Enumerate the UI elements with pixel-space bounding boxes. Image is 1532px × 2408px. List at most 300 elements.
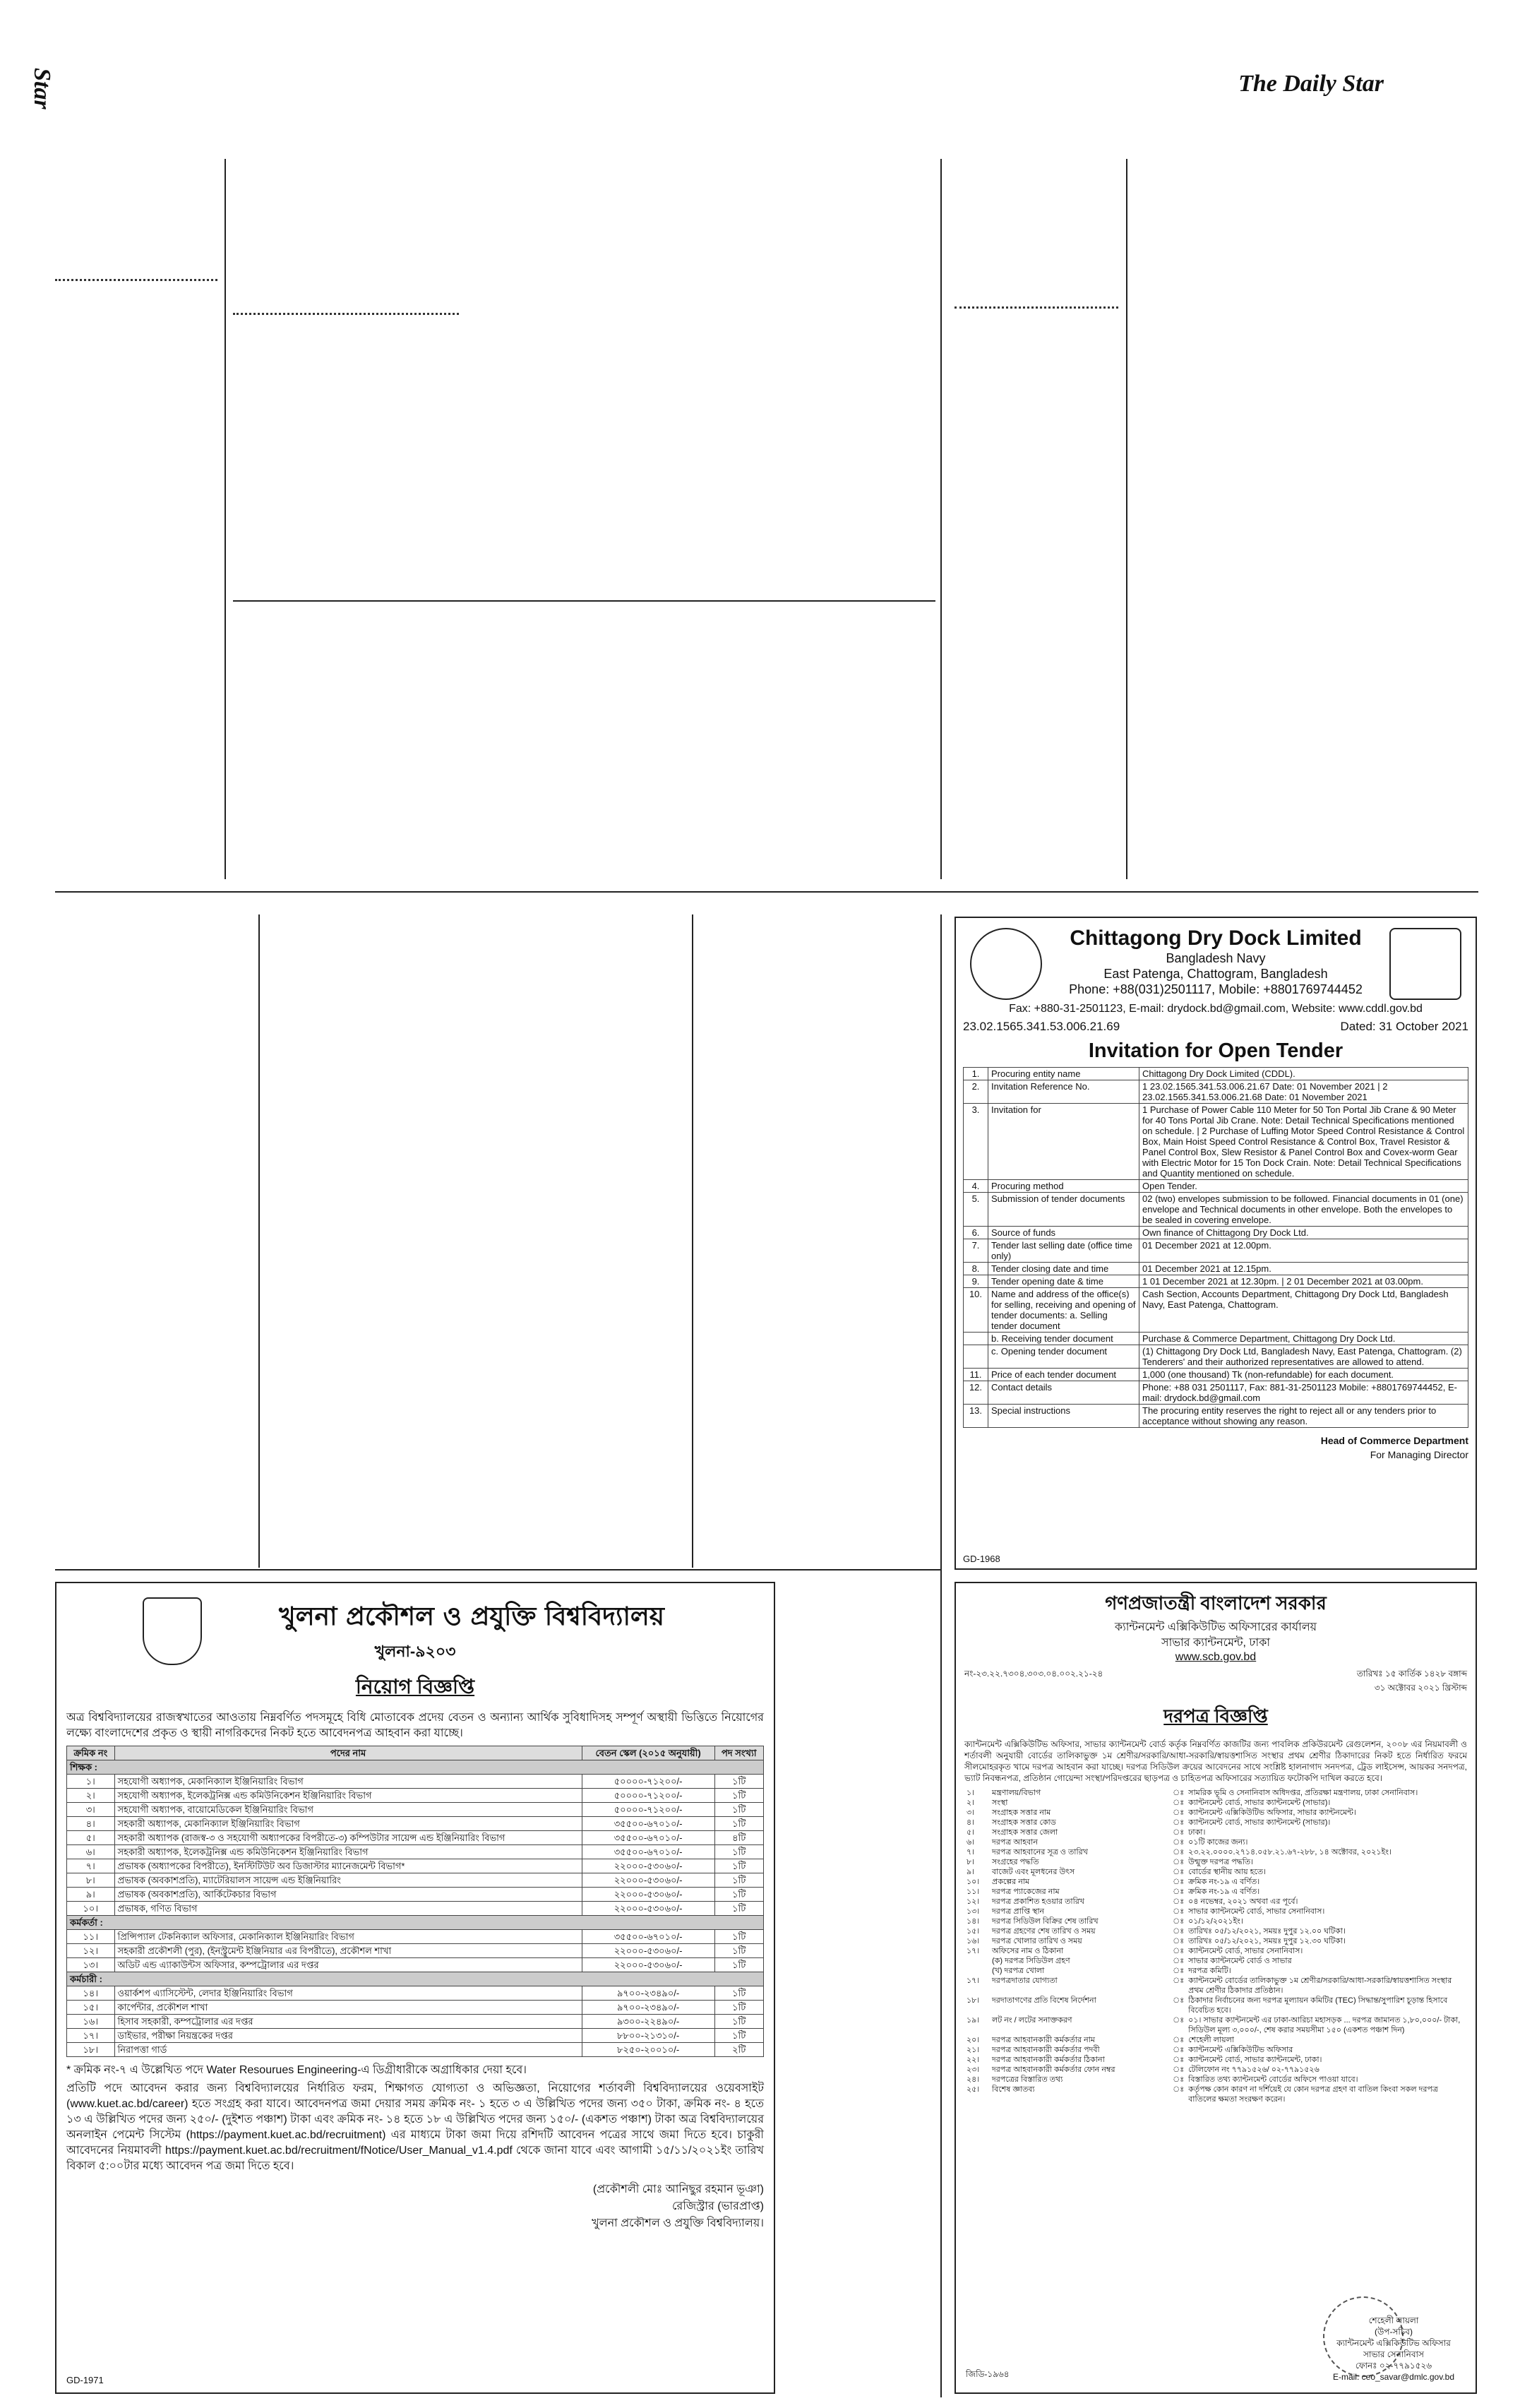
govt-date-english: ৩১ অক্টোবর ২০২১ খ্রিস্টাব্দ bbox=[1374, 1683, 1467, 1693]
row-value: ক্যান্টনমেন্ট বোর্ড, সাভার ক্যান্টনমেন্ট (সাভার)। bbox=[1188, 1799, 1331, 1807]
cddl-tender-notice bbox=[954, 917, 1477, 1570]
section-row bbox=[67, 1972, 764, 1986]
row-number: ৯। bbox=[967, 1868, 975, 1876]
table-row bbox=[67, 1873, 764, 1888]
table-row bbox=[964, 1917, 1467, 1926]
row-value: তারিখঃ ০৫/১২/২০২১, সময়ঃ দুপুর ১২.০০ ঘটিকা। bbox=[1188, 1927, 1346, 1936]
table-row bbox=[964, 1837, 1467, 1847]
post-serial: ৭। bbox=[67, 1859, 115, 1873]
pay-scale: ৯৭০০-২৩৪৯০/- bbox=[582, 1986, 714, 2001]
colon-separator: ঃ bbox=[1173, 2016, 1185, 2025]
pay-scale: ৫০০০০-৭১২০০/- bbox=[582, 1789, 714, 1803]
table-row bbox=[964, 1946, 1467, 1956]
colon-separator: ঃ bbox=[1173, 1917, 1185, 1926]
pay-scale: ৫০০০০-৭১২০০/- bbox=[582, 1803, 714, 1817]
row-field: Price of each tender document bbox=[988, 1369, 1139, 1381]
column-rule bbox=[225, 159, 226, 879]
row-value: বোর্ডের স্থানীয় আয় হতে। bbox=[1188, 1868, 1267, 1876]
row-field: মন্ত্রণালয়/বিভাগ bbox=[992, 1789, 1041, 1797]
divider bbox=[233, 313, 459, 315]
row-value: 02 (two) envelopes submission to be followed. Financial documents in 01 (one) envelope and Technical documents in other envelope. Both the envelopes to be sealed in covering envelope. bbox=[1139, 1193, 1468, 1227]
row-field: দরপত্র আহবান bbox=[992, 1838, 1038, 1847]
colon-separator: ঃ bbox=[1173, 1947, 1185, 1955]
row-value: বিস্তারিত তথ্য ক্যান্টনমেন্ট বোর্ডের অফিসে পাওয়া যাবে। bbox=[1188, 2075, 1358, 2084]
table-row bbox=[67, 1803, 764, 1817]
table-row bbox=[964, 1345, 1468, 1369]
kuet-note: * ক্রমিক নং-৭ এ উল্লেখিত পদে Water Resourues Engineering-এ ডিগ্রীধারীকে অগ্রাধিকার দেয়া হবে। bbox=[66, 2064, 527, 2076]
govt-tender-table bbox=[964, 1788, 1467, 2104]
row-number: ১। bbox=[967, 1789, 975, 1797]
row-number bbox=[964, 1345, 988, 1369]
pay-scale: ২২০০০-৫৩০৬০/- bbox=[582, 1958, 714, 1972]
kuet-gd: GD-1971 bbox=[66, 2375, 104, 2385]
column-rule bbox=[258, 914, 260, 1568]
row-number: ৭। bbox=[967, 1848, 975, 1856]
divider bbox=[55, 891, 1478, 893]
cddl-sign-title: Head of Commerce Department bbox=[1320, 1435, 1468, 1446]
cddl-dated: Dated: 31 October 2021 bbox=[1340, 1020, 1468, 1033]
row-field: প্রকল্পের নাম bbox=[992, 1878, 1030, 1886]
row-number: 12. bbox=[964, 1381, 988, 1405]
row-field: দরপত্র প্যাকেজের নাম bbox=[992, 1888, 1060, 1896]
row-number: 2. bbox=[964, 1080, 988, 1104]
row-field: অফিসের নাম ও ঠিকানা bbox=[992, 1947, 1064, 1955]
row-number: ২২। bbox=[967, 2056, 980, 2064]
pay-scale: ৩৫৫০০-৬৭০১০/- bbox=[582, 1930, 714, 1944]
row-field: সংগ্রাহক সত্তার জেলা bbox=[992, 1828, 1058, 1837]
govt-place: সাভার ক্যান্টনমেন্ট, ঢাকা bbox=[1161, 1637, 1270, 1649]
kuet-posts-table bbox=[66, 1746, 764, 2057]
cddl-gd: GD-1968 bbox=[963, 1554, 1000, 1564]
table-row bbox=[964, 1080, 1468, 1104]
post-name: প্রভাষক, গণিত বিভাগ bbox=[114, 1902, 582, 1916]
table-row bbox=[67, 1930, 764, 1944]
row-number: 11. bbox=[964, 1369, 988, 1381]
row-number: ১৯। bbox=[967, 2016, 980, 2025]
column-rule bbox=[692, 914, 693, 1568]
row-number: 7. bbox=[964, 1239, 988, 1263]
post-count: ১টি bbox=[714, 1817, 763, 1831]
row-number: ১৫। bbox=[967, 1927, 980, 1936]
colon-separator: ঃ bbox=[1173, 1818, 1185, 1827]
colon-separator: ঃ bbox=[1173, 1897, 1185, 1906]
row-value: ক্যান্টনমেন্ট বোর্ড, সাভার সেনানিবাস। bbox=[1188, 1947, 1303, 1955]
table-row bbox=[964, 1976, 1467, 1996]
divider bbox=[55, 1569, 941, 1570]
kuet-title: খুলনা প্রকৌশল ও প্রযুক্তি বিশ্ববিদ্যালয় bbox=[279, 1602, 664, 1631]
post-serial: ১৩। bbox=[67, 1958, 115, 1972]
pay-scale: ৯৭০০-২৩৪৯০/- bbox=[582, 2001, 714, 2015]
post-count: ১টি bbox=[714, 1789, 763, 1803]
row-field: (ক) দরপত্র সিডিউল গ্রহণ bbox=[992, 1957, 1070, 1965]
row-field: বিশেষ জ্ঞাতব্য bbox=[992, 2085, 1035, 2094]
table-row bbox=[964, 2055, 1467, 2065]
govt-date-bangla: তারিখঃ ১৫ কার্তিক ১৪২৮ বঙ্গাব্দ bbox=[1356, 1669, 1467, 1679]
post-name: সহযোগী অধ্যাপক, মেকানিক্যাল ইঞ্জিনিয়ারিং বিভাগ bbox=[114, 1775, 582, 1789]
row-number: ১৭। bbox=[967, 1977, 980, 1985]
kuet-city: খুলনা-৯২০৩ bbox=[374, 1643, 456, 1660]
table-row bbox=[67, 1859, 764, 1873]
row-field: দরপত্র প্রকাশিত হওয়ার তারিখ bbox=[992, 1897, 1085, 1906]
post-serial: ১৫। bbox=[67, 2001, 115, 2015]
table-row bbox=[964, 1369, 1468, 1381]
column-rule bbox=[940, 914, 942, 2397]
row-number: 13. bbox=[964, 1405, 988, 1428]
row-value: The procuring entity reserves the right to reject all or any tenders prior to acceptance without showing any reason. bbox=[1139, 1405, 1468, 1428]
post-count: ১টি bbox=[714, 1845, 763, 1859]
table-row bbox=[964, 1996, 1467, 2015]
row-value: 1 01 December 2021 at 12.30pm. | 2 01 December 2021 at 03.00pm. bbox=[1139, 1275, 1468, 1288]
row-number: ১৮। bbox=[967, 1996, 980, 2005]
table-row bbox=[67, 1789, 764, 1803]
table-row bbox=[964, 1788, 1467, 1798]
row-field: Procuring method bbox=[988, 1180, 1139, 1193]
post-serial: ১১। bbox=[67, 1930, 115, 1944]
table-row bbox=[964, 1227, 1468, 1239]
colon-separator: ঃ bbox=[1173, 1996, 1185, 2005]
table-row bbox=[67, 1775, 764, 1789]
kuet-recruitment-notice bbox=[55, 1582, 775, 2394]
table-row bbox=[964, 1405, 1468, 1428]
row-value: ২৩.২২.০০০০.২৭১৪.০৫৮.২১.৬৭-২৮৮, ১৪ অক্টোবর, ২০২১ইং। bbox=[1188, 1848, 1392, 1856]
table-row bbox=[67, 1986, 764, 2001]
colon-separator: ঃ bbox=[1173, 1868, 1185, 1876]
post-name: ডাইভার, পরীক্ষা নিয়ন্ত্রকের দপ্তর bbox=[114, 2029, 582, 2043]
row-number: 10. bbox=[964, 1288, 988, 1333]
pay-scale: ২২০০০-৫৩০৬০/- bbox=[582, 1859, 714, 1873]
row-number: 3. bbox=[964, 1104, 988, 1180]
pay-scale: ৮৮০০-২১৩১০/- bbox=[582, 2029, 714, 2043]
column-header: ক্রমিক নং bbox=[67, 1746, 115, 1760]
colon-separator: ঃ bbox=[1173, 1878, 1185, 1886]
table-row bbox=[67, 2001, 764, 2015]
table-row bbox=[67, 1888, 764, 1902]
row-number: ১২। bbox=[967, 1897, 980, 1906]
post-count: ১টি bbox=[714, 1859, 763, 1873]
section-row bbox=[67, 1916, 764, 1930]
table-row bbox=[964, 2085, 1467, 2104]
table-row bbox=[67, 1831, 764, 1845]
navy-anchor-icon bbox=[1389, 928, 1461, 1000]
row-value: 01 December 2021 at 12.00pm. bbox=[1139, 1239, 1468, 1263]
cddl-tender-table bbox=[963, 1067, 1468, 1428]
post-serial: ২। bbox=[67, 1789, 115, 1803]
row-number bbox=[964, 1333, 988, 1345]
post-name: ওয়ার্কশপ এ্যাসিস্টেন্ট, লেদার ইঞ্জিনিয়ারিং বিভাগ bbox=[114, 1986, 582, 2001]
table-row bbox=[964, 1808, 1467, 1818]
column-rule bbox=[1126, 159, 1127, 879]
colon-separator: ঃ bbox=[1173, 2066, 1185, 2074]
row-field: দরপত্র প্রাপ্তি স্থান bbox=[992, 1907, 1045, 1916]
govt-sign-name: শেহেলী লায়লা bbox=[1368, 2315, 1419, 2325]
row-value: সাভার ক্যান্টনমেন্ট বোর্ড, সাভার সেনানিবাস। bbox=[1188, 1907, 1325, 1916]
govt-office: ক্যান্টনমেন্ট এক্সিকিউটিভ অফিসারের কার্যালয় bbox=[1114, 1621, 1317, 1633]
pay-scale: ২২০০০-৫৩০৬০/- bbox=[582, 1944, 714, 1958]
post-serial: ৫। bbox=[67, 1831, 115, 1845]
govt-sign-phone: ফোনঃ ০২-৭৭৯১৫২৬ bbox=[1355, 2361, 1432, 2371]
post-serial: ৩। bbox=[67, 1803, 115, 1817]
post-count: ১টি bbox=[714, 1930, 763, 1944]
row-value: ঠিকাদার নির্বাচনের জন্য দরপত্র মূল্যায়ন কমিটির (TEC) সিদ্ধান্ত/সুপারিশ চূড়ান্ত হিসাবে বিবেচিত হবে। bbox=[1188, 1996, 1448, 2015]
row-value: Chittagong Dry Dock Limited (CDDL). bbox=[1139, 1068, 1468, 1080]
cddl-title: Chittagong Dry Dock Limited bbox=[1070, 926, 1362, 950]
colon-separator: ঃ bbox=[1173, 1957, 1185, 1965]
row-field: (খ) দরপত্র খোলা bbox=[992, 1967, 1045, 1975]
table-row bbox=[964, 1867, 1467, 1877]
row-value: শেহেলী লায়লা bbox=[1188, 2036, 1234, 2044]
table-row bbox=[964, 1333, 1468, 1345]
post-name: সহকারী প্রকৌশলী (পুর), (ইনস্ট্রুমেন্ট ইঞ্জিনিয়ার এর বিপরীতে), প্রকৌশল শাখা bbox=[114, 1944, 582, 1958]
table-row bbox=[67, 2029, 764, 2043]
section-row bbox=[67, 1760, 764, 1775]
section-label: কর্মচারী : bbox=[67, 1972, 764, 1986]
post-name: নিরাপত্তা গার্ড bbox=[114, 2043, 582, 2057]
post-name: প্রভাষক (অবকাশপ্রতি), আর্কিটেকচার বিভাগ bbox=[114, 1888, 582, 1902]
table-row bbox=[964, 1239, 1468, 1263]
table-row bbox=[964, 2035, 1467, 2045]
govt-memo: নং-২৩.২২.৭৩০৪.৩০৩.০৪.০০২.২১-২৪ bbox=[964, 1669, 1103, 1679]
row-value: Own finance of Chittagong Dry Dock Ltd. bbox=[1139, 1227, 1468, 1239]
row-number: ২০। bbox=[967, 2036, 980, 2044]
row-number: 6. bbox=[964, 1227, 988, 1239]
column-header: পদের নাম bbox=[114, 1746, 582, 1760]
column-header: পদ সংখ্যা bbox=[714, 1746, 763, 1760]
post-name: প্রিন্সিপ্যাল টেকনিক্যাল অফিসার, মেকানিক্যাল ইঞ্জিনিয়ারিং বিভাগ bbox=[114, 1930, 582, 1944]
govt-sign-place: সাভার সেনানিবাস bbox=[1363, 2349, 1424, 2359]
table-row bbox=[964, 1263, 1468, 1275]
row-field: Tender closing date and time bbox=[988, 1263, 1139, 1275]
row-number: ১১। bbox=[967, 1888, 980, 1896]
row-value: Phone: +88 031 2501117, Fax: 881-31-2501123 Mobile: +8801769744452, E-mail: drydock.bd@gmail.com bbox=[1139, 1381, 1468, 1405]
row-value: উন্মুক্ত দরপত্র পদ্ধতি। bbox=[1188, 1858, 1254, 1866]
cddl-line1: Bangladesh Navy bbox=[1166, 951, 1266, 965]
cddl-ref: 23.02.1565.341.53.006.21.69 bbox=[963, 1020, 1120, 1033]
colon-separator: ঃ bbox=[1173, 1858, 1185, 1866]
row-field: দরপত্র খোলার তারিখ ও সময় bbox=[992, 1937, 1082, 1945]
row-number bbox=[964, 1956, 990, 1966]
post-serial: ১৭। bbox=[67, 2029, 115, 2043]
row-field: Special instructions bbox=[988, 1405, 1139, 1428]
cddl-emblem-icon bbox=[970, 928, 1042, 1000]
colon-separator: ঃ bbox=[1173, 1977, 1185, 1985]
row-field: c. Opening tender document bbox=[988, 1345, 1139, 1369]
row-value: ০৪ নভেম্বর, ২০২১ অথবা এর পূর্বে। bbox=[1188, 1897, 1298, 1906]
row-number: ১৪। bbox=[967, 1917, 980, 1926]
row-value: 1 Purchase of Power Cable 110 Meter for 50 Ton Portal Jib Crane & 90 Meter for 40 Tons Portal Jib Crane. Note: Detail Technical Specifications mentioned on schedule. | 2 Purchase of Luffing Motor Speed Control Resistance & Control Box, Main Hoist Speed Control Resistance & Control Box, Travel Resistor & Panel Control Box, Slew Resistor & Panel Control Box and Covex-worm Gear with Electric Motor for 15 Ton Dock Crain. Note: Detail Technical Specifications and Quantity mentioned on schedule. bbox=[1139, 1104, 1468, 1180]
row-field: বাজেট এবং মূলধনের উৎস bbox=[992, 1868, 1075, 1876]
cddl-line4: Fax: +880-31-2501123, E-mail: drydock.bd@gmail.com, Website: www.cddl.gov.bd bbox=[1009, 1003, 1423, 1015]
row-value: ঢাকা। bbox=[1188, 1828, 1206, 1837]
row-value: ক্রমিক নং-১৯ এ বর্ণিত। bbox=[1188, 1878, 1260, 1886]
row-number: 8. bbox=[964, 1263, 988, 1275]
divider bbox=[55, 279, 217, 281]
cddl-line2: East Patenga, Chattogram, Bangladesh bbox=[1103, 967, 1328, 981]
post-serial: ৪। bbox=[67, 1817, 115, 1831]
post-serial: ৮। bbox=[67, 1873, 115, 1888]
row-number: ২৫। bbox=[967, 2085, 980, 2094]
post-name: সহযোগী অধ্যাপক, বায়োমেডিকেল ইঞ্জিনিয়ারিং বিভাগ bbox=[114, 1803, 582, 1817]
table-row bbox=[964, 1907, 1467, 1917]
row-value: ক্যান্টনমেন্ট বোর্ডের তালিকাভুক্ত ১ম শ্রেণীর/সরকারি/আধা-সরকারি/স্বায়ত্তশাসিত সংস্থার প্রথম শ্রেণীর ঠিকাদার প্রতিষ্ঠান। bbox=[1188, 1977, 1452, 1995]
colon-separator: ঃ bbox=[1173, 1838, 1185, 1847]
colon-separator: ঃ bbox=[1173, 1808, 1185, 1817]
row-field: Tender last selling date (office time only) bbox=[988, 1239, 1139, 1263]
post-serial: ৬। bbox=[67, 1845, 115, 1859]
row-field: দরপত্র গ্রহণের শেষ তারিখ ও সময় bbox=[992, 1927, 1096, 1936]
colon-separator: ঃ bbox=[1173, 2085, 1185, 2094]
post-count: ১টি bbox=[714, 1902, 763, 1916]
post-count: ১টি bbox=[714, 1873, 763, 1888]
row-number: ২। bbox=[967, 1799, 975, 1807]
row-value: ক্যান্টনমেন্ট বোর্ড, সাভার ক্যান্টনমেন্ট (সাভার)। bbox=[1188, 1818, 1331, 1827]
kuet-heading: নিয়োগ বিজ্ঞপ্তি bbox=[355, 1676, 475, 1698]
table-row bbox=[964, 1877, 1467, 1887]
post-count: ১টি bbox=[714, 1888, 763, 1902]
row-value: Open Tender. bbox=[1139, 1180, 1468, 1193]
row-value: ক্যান্টনমেন্ট এক্সিকিউটিভ অফিসার bbox=[1188, 2046, 1293, 2054]
table-row bbox=[964, 1275, 1468, 1288]
post-count: ১টি bbox=[714, 1986, 763, 2001]
colon-separator: ঃ bbox=[1173, 2056, 1185, 2064]
row-value: সামরিক ভূমি ও সেনানিবাস অধিদপ্তর, প্রতিরক্ষা মন্ত্রণালয়, ঢাকা সেনানিবাস। bbox=[1188, 1789, 1418, 1797]
row-field: দরপত্রের বিস্তারিত তথ্য bbox=[992, 2075, 1063, 2084]
row-number: ৫। bbox=[967, 1828, 975, 1837]
kuet-body: প্রতিটি পদে আবেদন করার জন্য বিশ্ববিদ্যালয়ের নির্ধারিত ফরম, শিক্ষাগত যোগ্যতা ও অভিজ্ঞতা, নিয়োগের শর্তাবলী বিশ্ববিদ্যালয়ের ওয়েবসাইট (www.kuet.ac.bd/career) হতে সংগ্রহ করা যাবে। আবেদনপত্র জমা দেয়ার সময় ক্রমিক নং- ১ হতে ৩ এ উল্লিখিত পদের জন্য ৩৫০ টাকা, ক্রমিক নং- ৪ হতে ১৩ এ উল্লিখিত পদের জন্য ২৫০/- (দুইশত পঞ্চাশ) টাকা এবং ক্রমিক নং- ১৪ হতে ১৮ এ উল্লিখিত পদের জন্য ১৫০/- (একশত পঞ্চাশ) টাকা অত্র বিশ্ববিদ্যালয়ের অনলাইন পেমেন্ট সিস্টেম (https://payment.kuet.ac.bd/recruitment) এর মাধ্যমে টাকা জমা দিয়ে রশিদটি আবেদন পত্রের সাথে জমা দিতে হবে। চাকুরী আবেদনের নিয়মাবলী https://payment.kuet.ac.bd/recruitment/fNotice/User_Manual_v1.4.pdf থেকে জানা যাবে এবং আগামী ১৫/১১/২০২১ইং তারিখ বিকাল ৫:০০টার মধ্যে আবেদন পত্র জমা দিতে হবে। bbox=[66, 2082, 764, 2172]
row-field: দরপত্র আহবানকারী কর্মকর্তার পদবী bbox=[992, 2046, 1100, 2054]
row-value: ০১/১২/২০২১ইং। bbox=[1188, 1917, 1243, 1926]
row-value: 1,000 (one thousand) Tk (non-refundable) for each document. bbox=[1139, 1369, 1468, 1381]
govt-sign-email[interactable]: E-mail: ceo_savar@dmlc.gov.bd bbox=[1332, 2372, 1454, 2382]
row-field: দরপত্র সিডিউল বিক্রির শেষ তারিখ bbox=[992, 1917, 1099, 1926]
row-number: ১৭। bbox=[967, 1947, 980, 1955]
row-field: Name and address of the office(s) for selling, receiving and opening of tender documents: a. Selling tender document bbox=[988, 1288, 1139, 1333]
post-serial: ১৬। bbox=[67, 2015, 115, 2029]
colon-separator: ঃ bbox=[1173, 2046, 1185, 2054]
table-row bbox=[964, 1288, 1468, 1333]
post-count: ৪টি bbox=[714, 1831, 763, 1845]
table-row bbox=[964, 1936, 1467, 1946]
row-field: লট নং / লটের সনাক্তকরণ bbox=[992, 2016, 1072, 2025]
pay-scale: ৯৩০০-২২৪৯০/- bbox=[582, 2015, 714, 2029]
govt-gd: জিডি-১৯৬৪ bbox=[966, 2369, 1010, 2379]
table-row bbox=[67, 1902, 764, 1916]
row-field: সংগ্রহের পদ্ধতি bbox=[992, 1858, 1039, 1866]
pay-scale: ৩৫৫০০-৬৭০১০/- bbox=[582, 1817, 714, 1831]
table-row bbox=[964, 2045, 1467, 2055]
row-number: 1. bbox=[964, 1068, 988, 1080]
row-field: দরপত্র আহবানের সূত্র ও তারিখ bbox=[992, 1848, 1088, 1856]
colon-separator: ঃ bbox=[1173, 1828, 1185, 1837]
table-row bbox=[964, 1798, 1467, 1808]
table-row bbox=[964, 1068, 1468, 1080]
row-number: 5. bbox=[964, 1193, 988, 1227]
pay-scale: ২২০০০-৫৩০৬০/- bbox=[582, 1888, 714, 1902]
table-row bbox=[67, 1944, 764, 1958]
row-number: ২৪। bbox=[967, 2075, 980, 2084]
post-name: সহকারী অধ্যাপক, ইলেকট্রনিক্স এন্ড কমিউনিকেশন ইঞ্জিনিয়ারিং বিভাগ bbox=[114, 1845, 582, 1859]
pay-scale: ৩৫৫০০-৬৭০১০/- bbox=[582, 1845, 714, 1859]
govt-web-link[interactable]: www.scb.gov.bd bbox=[1175, 1651, 1257, 1663]
row-number bbox=[964, 1966, 990, 1976]
row-number: 9. bbox=[964, 1275, 988, 1288]
table-row bbox=[964, 1887, 1467, 1897]
colon-separator: ঃ bbox=[1173, 2075, 1185, 2084]
row-number: ৩। bbox=[967, 1808, 975, 1817]
row-number: ১৩। bbox=[967, 1907, 980, 1916]
row-number: 4. bbox=[964, 1180, 988, 1193]
govt-intro: ক্যান্টনমেন্ট এক্সিকিউটিভ অফিসার, সাভার ক্যান্টনমেন্ট বোর্ড কর্তৃক নিম্নবর্ণিত কাজটির জন্য পাবলিক প্রকিউরমেন্ট রেগুলেশন, ২০০৮ এর নিয়মাবলী ও শর্তাবলী অনুযায়ী বোর্ডের তালিকাভুক্ত ১ম শ্রেণীর/সরকারি/আধা-সরকারি/স্বায়ত্তশাসিত সংস্থার প্রথম শ্রেণীর ঠিকাদারের নিকট হতে নির্ধারিত ফরমে সীলমোহরকৃত খামে দরপত্র আহবান করা যাচ্ছে। দরপত্র সিডিউল ক্রয়ের আবেদনের সাথে সংশ্লিষ্ট হালনাগাদ সনদপত্র, ট্রেড লাইসেন্স, আয়কর সনদপত্র, ভ্যাট নিবন্ধনপত্র, প্রতিষ্ঠান গোয়েন্দা সংস্থা/পরিদপ্তরের ছাড়পত্র ও চাহিতপত্র অফিসারের সত্যায়িত ফটোকপি দাখিল করতে হবে। bbox=[964, 1739, 1467, 1783]
row-field: Source of funds bbox=[988, 1227, 1139, 1239]
row-value: ০১। সাভার ক্যান্টনমেন্ট এর ঢাকা-আরিচা মহাসড়ক ... দরপত্র জামানত ১,৮০,০০০/- টাকা, সিডিউল মূল্য ৩,০০০/-, শেষ করার সময়সীমা ১৫০ (একশত পঞ্চাশ দিন) bbox=[1188, 2016, 1461, 2034]
row-field: Invitation for bbox=[988, 1104, 1139, 1180]
row-value: Cash Section, Accounts Department, Chittagong Dry Dock Ltd, Bangladesh Navy, East Patenga, Chattogram. bbox=[1139, 1288, 1468, 1333]
cddl-heading: Invitation for Open Tender bbox=[1088, 1039, 1344, 1062]
column-header: বেতন স্কেল (২০১৫ অনুযায়ী) bbox=[582, 1746, 714, 1760]
govt-title: গণপ্রজাতন্ত্রী বাংলাদেশ সরকার bbox=[1105, 1592, 1327, 1614]
post-name: সহযোগী অধ্যাপক, ইলেকট্রনিক্স এন্ড কমিউনিকেশন ইঞ্জিনিয়ারিং বিভাগ bbox=[114, 1789, 582, 1803]
table-row bbox=[964, 1193, 1468, 1227]
table-row bbox=[964, 1104, 1468, 1180]
kuet-intro: অত্র বিশ্ববিদ্যালয়ের রাজস্বখাতের আওতায় নিম্নবর্ণিত পদসমূহে বিধি মোতাবেক প্রদেয় বেতন ও অন্যান্য আর্থিক সুবিধাদিসহ সম্পূর্ণ অস্থায়ী ভিত্তিতে নিয়োগের লক্ষ্যে বাংলাদেশের প্রকৃত ও স্থায়ী নাগরিকদের নিকট হতে আবেদনপত্র আহবান করা যাচ্ছে। bbox=[66, 1712, 764, 1739]
post-name: প্রভাষক (অধ্যাপকের বিপরীতে), ইনস্টিটিউট অব ডিজাস্টার ম্যানেজমেন্ট বিভাগ* bbox=[114, 1859, 582, 1873]
masthead-left-logo: Star bbox=[29, 68, 55, 109]
post-count: ১টি bbox=[714, 1775, 763, 1789]
colon-separator: ঃ bbox=[1173, 1927, 1185, 1936]
colon-separator: ঃ bbox=[1173, 1907, 1185, 1916]
row-value: সাভার ক্যান্টনমেন্ট বোর্ড ও সাভার bbox=[1188, 1957, 1292, 1965]
divider bbox=[233, 600, 935, 602]
table-row bbox=[67, 1817, 764, 1831]
row-value: ক্রমিক নং-১৯ এ বর্ণিত। bbox=[1188, 1888, 1260, 1896]
table-row bbox=[964, 1966, 1467, 1976]
post-serial: ১২। bbox=[67, 1944, 115, 1958]
post-count: ১টি bbox=[714, 1958, 763, 1972]
row-number: ৬। bbox=[967, 1838, 975, 1847]
post-name: প্রভাষক (অবকাশপ্রতি), ম্যাটেরিয়ালস সায়েন্স এন্ড ইঞ্জিনিয়ারিং bbox=[114, 1873, 582, 1888]
row-field: সংগ্রাহক সত্তার কোড bbox=[992, 1818, 1056, 1827]
row-value: ক্যান্টনমেন্ট বোর্ড, সাভার ক্যান্টনমেন্ট, ঢাকা। bbox=[1188, 2056, 1322, 2064]
colon-separator: ঃ bbox=[1173, 1789, 1185, 1797]
row-number: ৮। bbox=[967, 1858, 975, 1866]
table-row bbox=[67, 1845, 764, 1859]
colon-separator: ঃ bbox=[1173, 1799, 1185, 1807]
row-field: দরপত্রদাতার যোগ্যতা bbox=[992, 1977, 1058, 1985]
table-row bbox=[964, 1926, 1467, 1936]
post-count: ১টি bbox=[714, 2029, 763, 2043]
row-field: Tender opening date & time bbox=[988, 1275, 1139, 1288]
cddl-line3: Phone: +88(031)2501117, Mobile: +8801769744452 bbox=[1069, 982, 1363, 996]
pay-scale: ৮২৫০-২০০১০/- bbox=[582, 2043, 714, 2057]
cddl-sign-for: For Managing Director bbox=[1370, 1449, 1468, 1460]
row-number: ১৬। bbox=[967, 1937, 980, 1945]
row-field: সংস্থা bbox=[992, 1799, 1008, 1807]
post-count: ১টি bbox=[714, 2015, 763, 2029]
section-label: কর্মকর্তা : bbox=[67, 1916, 764, 1930]
govt-sign-grade: (উপ-সচিব) bbox=[1374, 2327, 1413, 2337]
post-serial: ৯। bbox=[67, 1888, 115, 1902]
colon-separator: ঃ bbox=[1173, 1967, 1185, 1975]
kuet-sign-org: খুলনা প্রকৌশল ও প্রযুক্তি বিশ্ববিদ্যালয়। bbox=[592, 2217, 764, 2229]
table-row bbox=[964, 1956, 1467, 1966]
pay-scale: ২২০০০-৫৩০৬০/- bbox=[582, 1873, 714, 1888]
row-value: তারিখঃ ০৫/১২/২০২১, সময়ঃ দুপুর ১২.৩০ ঘটিকা। bbox=[1188, 1937, 1346, 1945]
table-row bbox=[67, 2043, 764, 2057]
table-row bbox=[964, 1381, 1468, 1405]
row-value: 01 December 2021 at 12.15pm. bbox=[1139, 1263, 1468, 1275]
colon-separator: ঃ bbox=[1173, 1937, 1185, 1945]
row-value: Purchase & Commerce Department, Chittagong Dry Dock Ltd. bbox=[1139, 1333, 1468, 1345]
row-field: দরদাতাগণের প্রতি বিশেষ নির্দেশনা bbox=[992, 1996, 1096, 2005]
